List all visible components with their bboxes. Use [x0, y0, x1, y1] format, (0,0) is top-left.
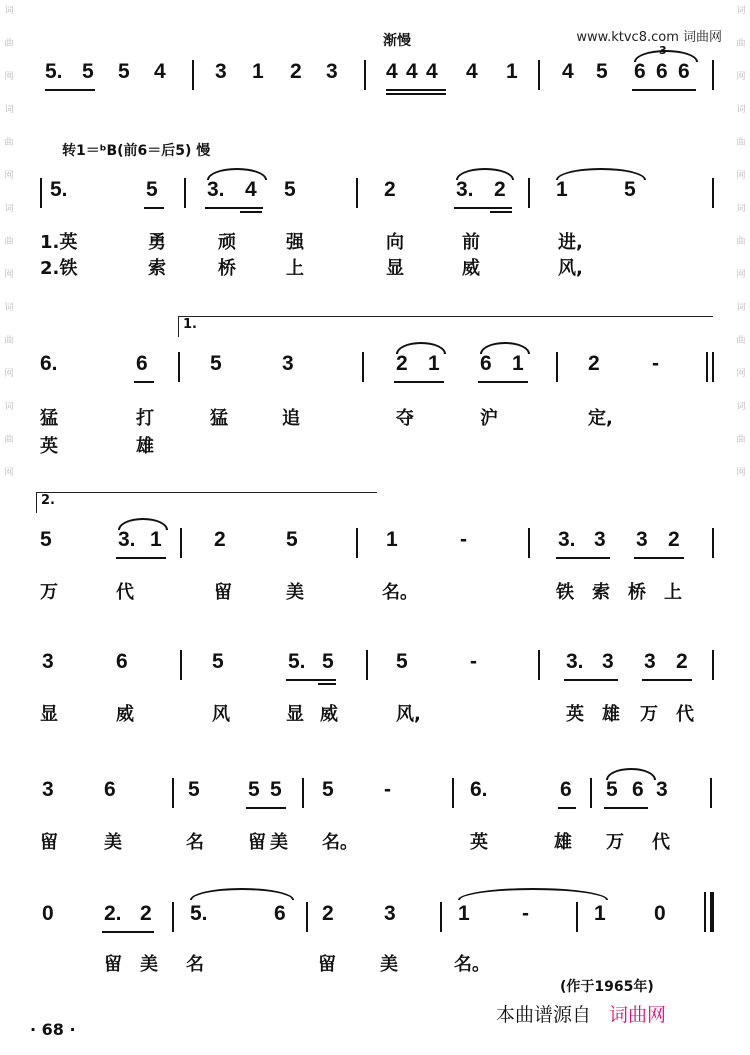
note: 5	[40, 528, 52, 551]
note: 3	[602, 650, 614, 673]
barline	[40, 178, 42, 208]
note: 6.	[470, 778, 488, 801]
note: 5	[146, 178, 158, 201]
note: -	[384, 778, 391, 801]
note: 6	[274, 902, 286, 925]
volta-second: 2.	[36, 492, 377, 513]
note: -	[460, 528, 467, 551]
note: 5.	[50, 178, 68, 201]
note: 0	[654, 902, 666, 925]
note: 5	[118, 60, 130, 83]
note: 3.	[558, 528, 576, 551]
barline	[576, 902, 578, 932]
note: 5	[322, 778, 334, 801]
note: -	[652, 352, 659, 375]
note: 3	[282, 352, 294, 375]
page-number: · 68 ·	[30, 1020, 76, 1039]
note: 1	[458, 902, 470, 925]
note: 1	[150, 528, 162, 551]
note: 3	[636, 528, 648, 551]
note: 4	[466, 60, 478, 83]
note: 5	[596, 60, 608, 83]
barline	[306, 902, 308, 932]
barline	[704, 892, 706, 932]
note: 3	[644, 650, 656, 673]
note: 3	[594, 528, 606, 551]
tempo-rit: 渐慢	[383, 33, 411, 49]
barline	[712, 650, 714, 680]
note: 5	[212, 650, 224, 673]
barline	[706, 352, 708, 382]
note: 2	[214, 528, 226, 551]
note: -	[522, 902, 529, 925]
note: 2	[322, 902, 334, 925]
note: 2.	[104, 902, 122, 925]
note: 6	[480, 352, 492, 375]
note: 6	[634, 60, 646, 83]
barline	[192, 60, 194, 90]
note: 6	[116, 650, 128, 673]
barline	[712, 528, 714, 558]
barline	[590, 778, 592, 808]
barline	[538, 650, 540, 680]
barline	[538, 60, 540, 90]
barline	[178, 352, 180, 382]
note: 2	[588, 352, 600, 375]
note: 3.	[456, 178, 474, 201]
note: 1	[428, 352, 440, 375]
barline	[710, 778, 712, 808]
barline	[528, 178, 530, 208]
barline	[364, 60, 366, 90]
site-url: www.ktvc8.com 词曲网	[576, 30, 722, 45]
note: 6	[104, 778, 116, 801]
credit-site[interactable]: 词曲网	[609, 1004, 667, 1026]
note: 1	[506, 60, 518, 83]
watermark-right: 词 曲 网 词 曲 网 词 曲 网 词 曲 网 词 曲 网	[736, 6, 746, 478]
note: 3	[656, 778, 668, 801]
note: 2	[494, 178, 506, 201]
note: 3.	[118, 528, 136, 551]
key-change: 转1＝ᵇB(前6＝后5) 慢	[62, 143, 211, 159]
barline	[184, 178, 186, 208]
note: 6	[136, 352, 148, 375]
note: 2	[676, 650, 688, 673]
note: 1	[386, 528, 398, 551]
note: 1	[594, 902, 606, 925]
note: 3	[42, 650, 54, 673]
note: 3	[326, 60, 338, 83]
note: -	[470, 650, 477, 673]
note: 5	[396, 650, 408, 673]
note: 1	[512, 352, 524, 375]
barline	[528, 528, 530, 558]
note: 6.	[40, 352, 58, 375]
barline	[440, 902, 442, 932]
note: 3	[215, 60, 227, 83]
note: 2	[668, 528, 680, 551]
barline	[356, 528, 358, 558]
note: 0	[42, 902, 54, 925]
final-barline	[710, 892, 714, 932]
note: 4	[426, 60, 438, 83]
note: 2	[396, 352, 408, 375]
barline	[556, 352, 558, 382]
barline	[180, 650, 182, 680]
note: 5	[322, 650, 334, 673]
note: 5.	[190, 902, 208, 925]
note: 5	[624, 178, 636, 201]
note: 3	[384, 902, 396, 925]
barline	[712, 352, 714, 382]
barline	[172, 902, 174, 932]
note: 5.	[288, 650, 306, 673]
note: 6	[632, 778, 644, 801]
note: 3.	[207, 178, 225, 201]
volta-first: 1.	[178, 316, 713, 337]
barline	[452, 778, 454, 808]
note: 4	[406, 60, 418, 83]
watermark-left: 词 曲 网 词 曲 网 词 曲 网 词 曲 网 词 曲 网	[4, 6, 14, 478]
note: 5	[82, 60, 94, 83]
source-credit: 本曲谱源自 词曲网	[496, 1004, 667, 1026]
barline	[712, 178, 714, 208]
note: 4	[562, 60, 574, 83]
note: 5	[286, 528, 298, 551]
note: 5	[284, 178, 296, 201]
note: 5	[270, 778, 282, 801]
note: 2	[290, 60, 302, 83]
composition-date: (作于1965年)	[560, 979, 654, 995]
note: 4	[154, 60, 166, 83]
note: 4	[386, 60, 398, 83]
note: 2	[140, 902, 152, 925]
note: 5	[188, 778, 200, 801]
score-page: 词 曲 网 词 曲 网 词 曲 网 词 曲 网 词 曲 网 词 曲 网 词 曲 网 词 曲 网 词 曲 网 词 曲 网 www.ktvc8.com 词曲网 渐慢 转1＝ᵇB(前6＝后5) 慢 5. 5 5 4 3 1 2 3 4 4 4 4 1 4 5 6 6 6 3 5. 5 3. 4 5 2 3. 2 1 5 1.英 勇 顽 强 向 前 进, 2.铁 索 桥 上 显 威 风, 1. 6. 6 5 3 2 1 6 1 2 - 猛 打 猛 追 夺 沪 定, 英 雄 2. 5 3. 1 2 5 1 - 3. 3 3 2 万 代 留 美 名。 铁 索 桥 上 3 6 5 5. 5 5 - 3. 3 3 2 显 威 风 显 威 风, 英 雄 万 代 3 6 5 5 5 5 - 6. 6 5 6 3 留 美 名 留 美 名。 英 雄 万 代 0 2. 2 5. 6 2 3 1 - 1 0 留 美 名 留 美 名。 (作于1965年) · 68 · 本曲谱源自 词曲网	[0, 0, 750, 1055]
note: 5	[248, 778, 260, 801]
note: 6	[678, 60, 690, 83]
barline	[712, 60, 714, 90]
note: 2	[384, 178, 396, 201]
note: 5	[606, 778, 618, 801]
barline	[356, 178, 358, 208]
note: 1	[252, 60, 264, 83]
barline	[180, 528, 182, 558]
note: 3	[42, 778, 54, 801]
note: 4	[245, 178, 257, 201]
note: 6	[560, 778, 572, 801]
note: 3.	[566, 650, 584, 673]
barline	[362, 352, 364, 382]
barline	[366, 650, 368, 680]
note: 5.	[45, 60, 63, 83]
barline	[302, 778, 304, 808]
note: 5	[210, 352, 222, 375]
note: 1	[556, 178, 568, 201]
barline	[172, 778, 174, 808]
note: 6	[656, 60, 668, 83]
